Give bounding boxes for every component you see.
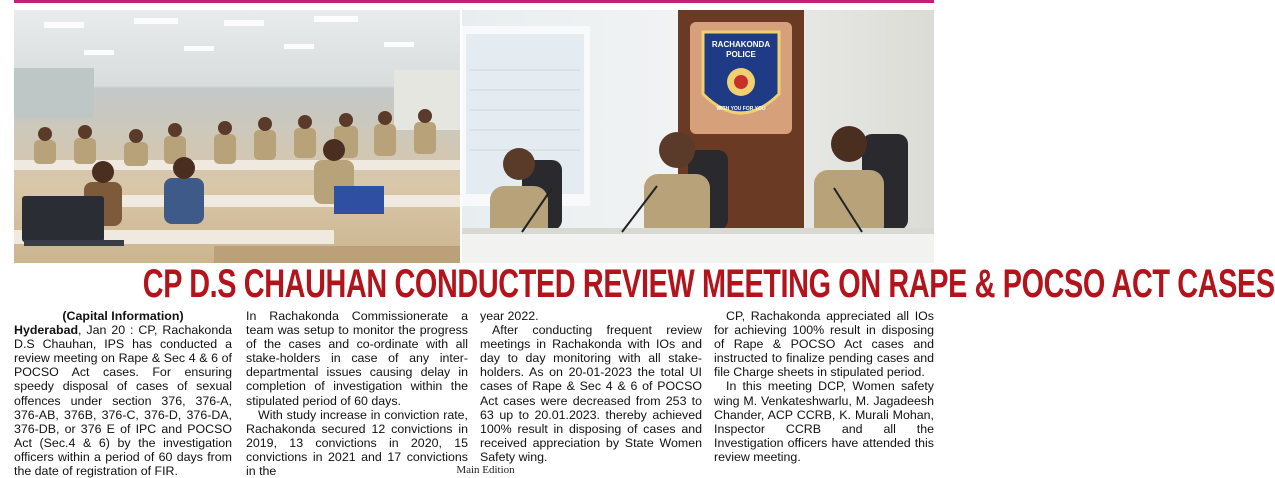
emblem-text-line-2: POLICE [726, 50, 756, 59]
article-lead-paragraph [14, 323, 232, 478]
top-rule [14, 0, 934, 3]
paragraph-attendees: In this meeting DCP, Women safety wing M. Venkateshwarlu, M. Jagadeesh Chander, ACP CCRB, K. Murali Mohan, Inspector CCRB and all the Investigation officers have attended this review meeting. [714, 379, 934, 464]
lead-text: , Jan 20 : CP, Rachakonda D.S Chauhan, IPS has conducted a review meeting on Rape & Sec 4 & 6 of POCSO Act cases. For ensuring speedy disposal of cases of sexual offences under section 376, 376-A, 376-AB, 376B, 376-C, 376-D, 376-DA, 376-DB, or 376 E of IPC and POCSO Act (Sec.4 & 6) by the investigation officers within a period of 60 days from the date of registration of FIR. [14, 323, 232, 478]
byline: (Capital Information) [62, 309, 184, 323]
edition-label: Main Edition [456, 464, 515, 476]
paragraph-appreciation: CP, Rachakonda appreciated all IOs for achieving 100% result in disposing of Rape & POCSO Act cases and instructed to finalize pending cases and file Charge sheets in stipulated period. [714, 309, 934, 380]
article-column-4 [714, 309, 934, 464]
emblem-motto: WITH YOU FOR YOU [716, 106, 766, 112]
presiding-officers-illustration [462, 10, 934, 263]
photo-meeting-hall [14, 10, 460, 263]
article-column-3 [480, 309, 702, 464]
article-column-2 [246, 309, 468, 478]
paragraph-review-results: After conducting frequent review meetings in Rachakonda with IOs and day to day monitoring with all stake-holders. As on 20-01-2023 the total UI cases of Rape & Sec 4 & 6 of POCSO Act cases were decreased from 253 to 63 up to 20.01.2023. thereby achieved 100% result in disposing of cases and received appreciation by State Women Safety wing. [480, 323, 702, 464]
paragraph-monitoring-team: In Rachakonda Commissionerate a team was setup to monitor the progress of the cases and co-ordinate with all stake-holders in case of any inter-departmental issues causing delay in completion of investigation within the stipulated period of 60 days. [246, 309, 468, 408]
article-column-1 [14, 309, 232, 478]
emblem-text-line-1: RACHAKONDA [711, 40, 771, 49]
headline: CP D.S CHAUHAN CONDUCTED REVIEW MEETING ON RAPE & POCSO ACT CASES [142, 262, 1275, 306]
photo-presiding-officers [462, 10, 934, 263]
paragraph-year-continued: year 2022. [480, 309, 539, 323]
meeting-hall-illustration [14, 10, 460, 263]
paragraph-conviction-rate: With study increase in conviction rate, Rachakonda secured 12 convictions in 2019, 13 convictions in 2020, 15 convictions in 2021 and 17 convictions in the [246, 407, 468, 478]
dateline: Hyderabad [14, 323, 79, 338]
